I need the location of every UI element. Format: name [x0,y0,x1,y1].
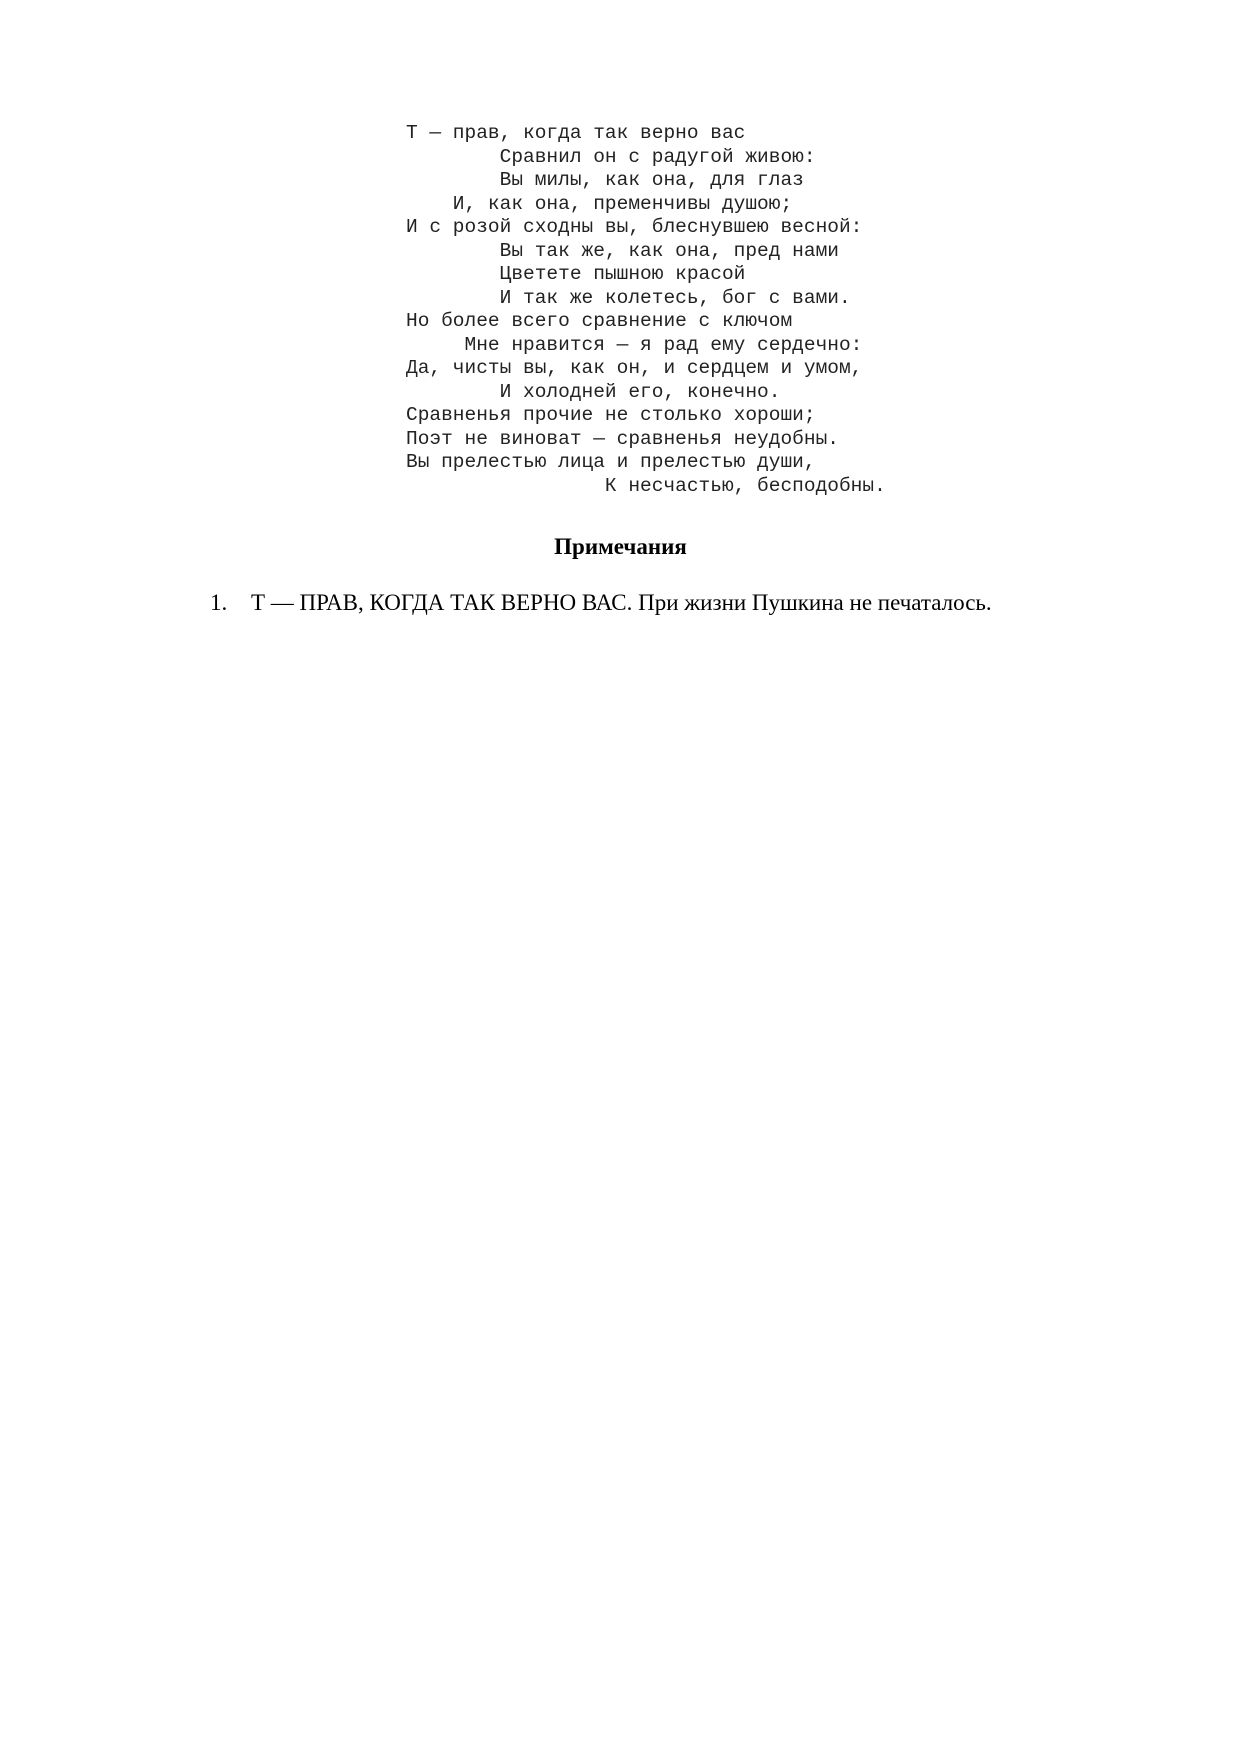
poem-line: Цветете пышною красой [406,263,746,285]
poem-line: И холодней его, конечно. [406,380,781,403]
poem-line: Сравненья прочие не столько хороши; [406,404,816,426]
notes-list [210,588,1110,618]
poem-text [406,122,966,498]
poem-line: Вы так же, как она, пред нами [406,239,839,262]
poem-line: Сравнил он с радугой живою: [406,145,816,168]
poem-line: Да, чисты вы, как он, и сердцем и умом, [406,357,863,379]
poem-line: К несчастью, бесподобны. [406,474,886,497]
poem-line: Мне нравится — я рад ему сердечно: [406,333,863,356]
poem-line: И так же колетесь, бог с вами. [406,286,851,309]
poem-line: Вы прелестью лица и прелестью души, [406,451,816,473]
poem-line: И, как она, пременчивы душою; [406,192,793,215]
poem-line: Т — прав, когда так верно вас [406,122,746,144]
poem-line: Вы милы, как она, для глаз [406,169,804,191]
note-item [210,588,1110,618]
note-number: 1. [210,590,228,615]
poem-line: И с розой сходны вы, блеснувшею весной: [406,216,863,238]
note-text: Т — ПРАВ, КОГДА ТАК ВЕРНО ВАС. При жизни Пушкина не печаталось. [251,590,992,615]
notes-heading: Примечания [554,534,687,559]
poem-line: Но более всего сравнение с ключом [406,310,793,332]
poem-line: Поэт не виноват — сравненья неудобны. [406,427,839,450]
